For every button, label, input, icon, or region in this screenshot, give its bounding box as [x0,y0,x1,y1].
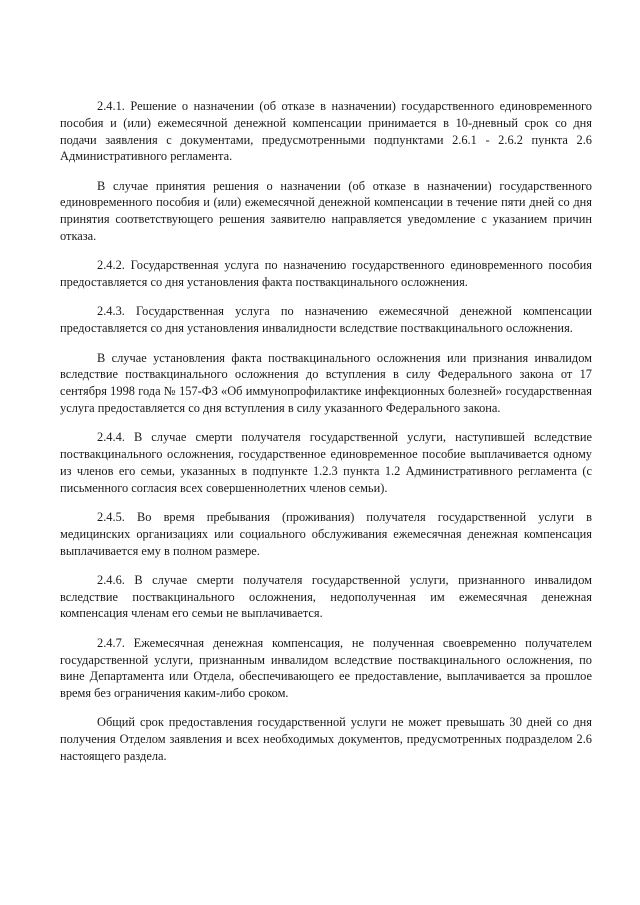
paragraph-law-157fz: В случае установления факта поствакцинального осложнения или признания инвалидом вследствие поствакцинального осложнения до вступления в силу Федерального закона от 17 сентября 1998 года № 157-ФЗ «Об иммунопрофилактике инфекционных болезней» государственная услуга предоставляется со дня вступления в силу указанного Федерального закона. [60,350,592,415]
paragraph-2-4-1: 2.4.1. Решение о назначении (об отказе в назначении) государственного единовременного пособия и (или) ежемесячной денежной компенсации принимается в 10-дневный срок со дня подачи заявления с документами, предусмотренными подпунктами 2.6.1 - 2.6.2 пункта 2.6 Административного регламента. [60,99,592,164]
paragraph-2-4-4: 2.4.4. В случае смерти получателя государственной услуги, наступившей вследствие поствакцинального осложнения, государственное единовременное пособие выплачивается одному из членов его семьи, указанных в подпункте 1.2.3 пункта 1.2 Административного регламента (с письменного согласия всех совершеннолетних членов семьи). [60,430,592,495]
paragraph-2-4-3: 2.4.3. Государственная услуга по назначению ежемесячной денежной компенсации предоставляется со дня установления инвалидности вследствие поствакцинального осложнения. [60,304,592,336]
paragraph-2-4-5: 2.4.5. Во время пребывания (проживания) получателя государственной услуги в медицинских организациях или социального обслуживания ежемесячная денежная компенсация выплачивается ему в полном размере. [60,509,592,558]
paragraph-2-4-2: 2.4.2. Государственная услуга по назначению государственного единовременного пособия предоставляется со дня установления факта поствакцинального осложнения. [60,258,592,290]
paragraph-2-4-6: 2.4.6. В случае смерти получателя государственной услуги, признанного инвалидом вследствие поствакцинального осложнения, недополученная им ежемесячная денежная компенсация членам его семьи не выплачивается. [60,572,592,621]
document-body [60,98,592,777]
paragraph-total-term: Общий срок предоставления государственной услуги не может превышать 30 дней со дня получения Отделом заявления и всех необходимых документов, предусмотренных подразделом 2.6 настоящего раздела. [60,715,592,763]
paragraph-notification: В случае принятия решения о назначении (об отказе в назначении) государственного единовременного пособия и (или) ежемесячной денежной компенсации в течение пяти дней со дня принятия соответствующего решения заявителю направляется уведомление с указанием причин отказа. [60,178,592,244]
paragraph-2-4-7: 2.4.7. Ежемесячная денежная компенсация, не полученная своевременно получателем государственной услуги, признанным инвалидом вследствие поствакцинального осложнения, по вине Департамента или Отдела, обеспечивающего ее предоставление, выплачивается за прошлое время без ограничения каким-либо сроком. [60,635,592,701]
